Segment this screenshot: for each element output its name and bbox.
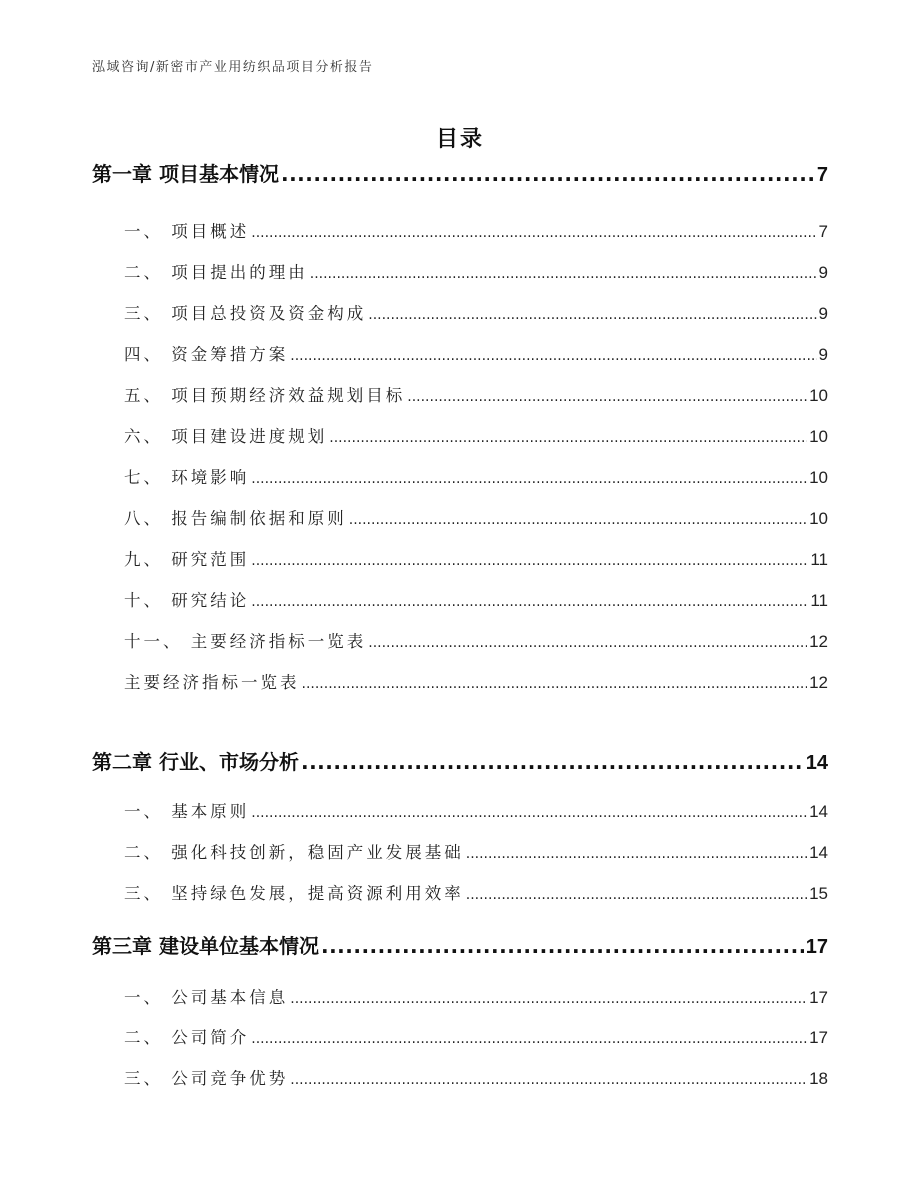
toc-entry-label: 四、 资金筹措方案: [124, 345, 289, 364]
toc-entry-label: 第三章 建设单位基本情况: [92, 934, 319, 958]
toc-entry-label: 一、 公司基本信息: [124, 988, 289, 1007]
toc-page-number: 18: [809, 1069, 828, 1088]
dot-leader: [329, 430, 807, 446]
dot-leader: [310, 266, 817, 282]
toc-section-entry[interactable]: [124, 587, 828, 611]
toc-entry-label: 十、 研究结论: [124, 591, 250, 610]
toc-page-number: 17: [809, 988, 828, 1007]
toc-page-number: 11: [810, 591, 828, 610]
toc-section-entry[interactable]: [124, 628, 828, 652]
toc-section-entry[interactable]: [124, 984, 828, 1008]
toc-section-entry[interactable]: [124, 798, 828, 822]
dot-leader: [251, 553, 808, 569]
toc-section-entry[interactable]: [124, 839, 828, 863]
toc-page-number: 10: [809, 468, 828, 487]
dot-leader: [281, 162, 815, 186]
toc-page-number: 14: [805, 752, 828, 774]
toc-chapter-entry[interactable]: [92, 746, 828, 775]
toc-page-number: 9: [818, 304, 828, 323]
toc-page-number: 9: [818, 345, 828, 364]
toc-page-number: 17: [809, 1028, 828, 1047]
toc-page-number: 10: [809, 509, 828, 528]
dot-leader: [407, 389, 807, 405]
dot-leader: [251, 805, 807, 821]
toc-section-entry[interactable]: [124, 464, 828, 488]
toc-entry-label: 六、 项目建设进度规划: [124, 427, 328, 446]
toc-entry-label: 第一章 项目基本情况: [92, 162, 279, 186]
toc-section-entry[interactable]: [124, 259, 828, 283]
toc-section-entry[interactable]: [124, 546, 828, 570]
toc-page-number: 12: [809, 632, 828, 651]
toc-section-entry[interactable]: [124, 1024, 828, 1048]
toc-section-entry[interactable]: [124, 423, 828, 447]
toc-entry-label: 主要经济指标一览表: [124, 673, 300, 692]
toc-entry-label: 十一、 主要经济指标一览表: [124, 632, 367, 651]
toc-entry-label: 三、 坚持绿色发展，提高资源利用效率: [124, 884, 464, 903]
dot-leader: [368, 635, 807, 651]
dot-leader: [302, 676, 808, 692]
toc-page-number: 10: [809, 427, 828, 446]
toc-section-entry[interactable]: [124, 341, 828, 365]
dot-leader: [251, 594, 808, 610]
toc-section-entry[interactable]: [124, 669, 828, 693]
toc-entry-label: 九、 研究范围: [124, 550, 250, 569]
toc-entry-label: 二、 项目提出的理由: [124, 263, 308, 282]
toc-page-number: 7: [816, 164, 828, 186]
running-header: 泓域咨询/新密市产业用纺织品项目分析报告: [92, 60, 374, 75]
toc-entry-label: 五、 项目预期经济效益规划目标: [124, 386, 406, 405]
toc-entry-label: 二、 公司简介: [124, 1028, 250, 1047]
toc-section-entry[interactable]: [124, 382, 828, 406]
dot-leader: [301, 750, 804, 774]
toc-chapter-entry[interactable]: [92, 930, 828, 959]
toc-entry-label: 三、 项目总投资及资金构成: [124, 304, 367, 323]
toc-section-entry[interactable]: [124, 880, 828, 904]
toc-chapter-entry[interactable]: [92, 158, 828, 187]
toc-section-entry[interactable]: [124, 1065, 828, 1089]
toc-page-number: 7: [818, 222, 828, 241]
dot-leader: [251, 225, 816, 241]
toc-title: 目录: [435, 127, 484, 152]
toc-section-entry[interactable]: [124, 218, 828, 242]
dot-leader: [466, 846, 807, 862]
dot-leader: [466, 887, 807, 903]
toc-page-number: 14: [809, 802, 828, 821]
dot-leader: [368, 307, 816, 323]
toc-entry-label: 二、 强化科技创新，稳固产业发展基础: [124, 843, 464, 862]
toc-entry-label: 一、 项目概述: [124, 222, 250, 241]
toc-entry-label: 一、 基本原则: [124, 802, 250, 821]
toc-page-number: 12: [809, 673, 828, 692]
toc-page-number: 9: [818, 263, 828, 282]
toc-page-number: 17: [805, 936, 828, 958]
toc-page-number: 14: [809, 843, 828, 862]
toc-page-number: 10: [809, 386, 828, 405]
dot-leader: [251, 471, 807, 487]
dot-leader: [349, 512, 807, 528]
dot-leader: [321, 934, 804, 958]
toc-page-number: 15: [809, 884, 828, 903]
toc-entry-label: 八、 报告编制依据和原则: [124, 509, 347, 528]
toc-entry-label: 三、 公司竞争优势: [124, 1069, 289, 1088]
toc-section-entry[interactable]: [124, 505, 828, 529]
dot-leader: [290, 348, 816, 364]
toc-entry-label: 第二章 行业、市场分析: [92, 750, 299, 774]
toc-section-entry[interactable]: [124, 300, 828, 324]
toc-entry-label: 七、 环境影响: [124, 468, 250, 487]
dot-leader: [251, 1031, 807, 1047]
dot-leader: [290, 1072, 807, 1088]
toc-page-number: 11: [810, 550, 828, 569]
dot-leader: [290, 991, 807, 1007]
